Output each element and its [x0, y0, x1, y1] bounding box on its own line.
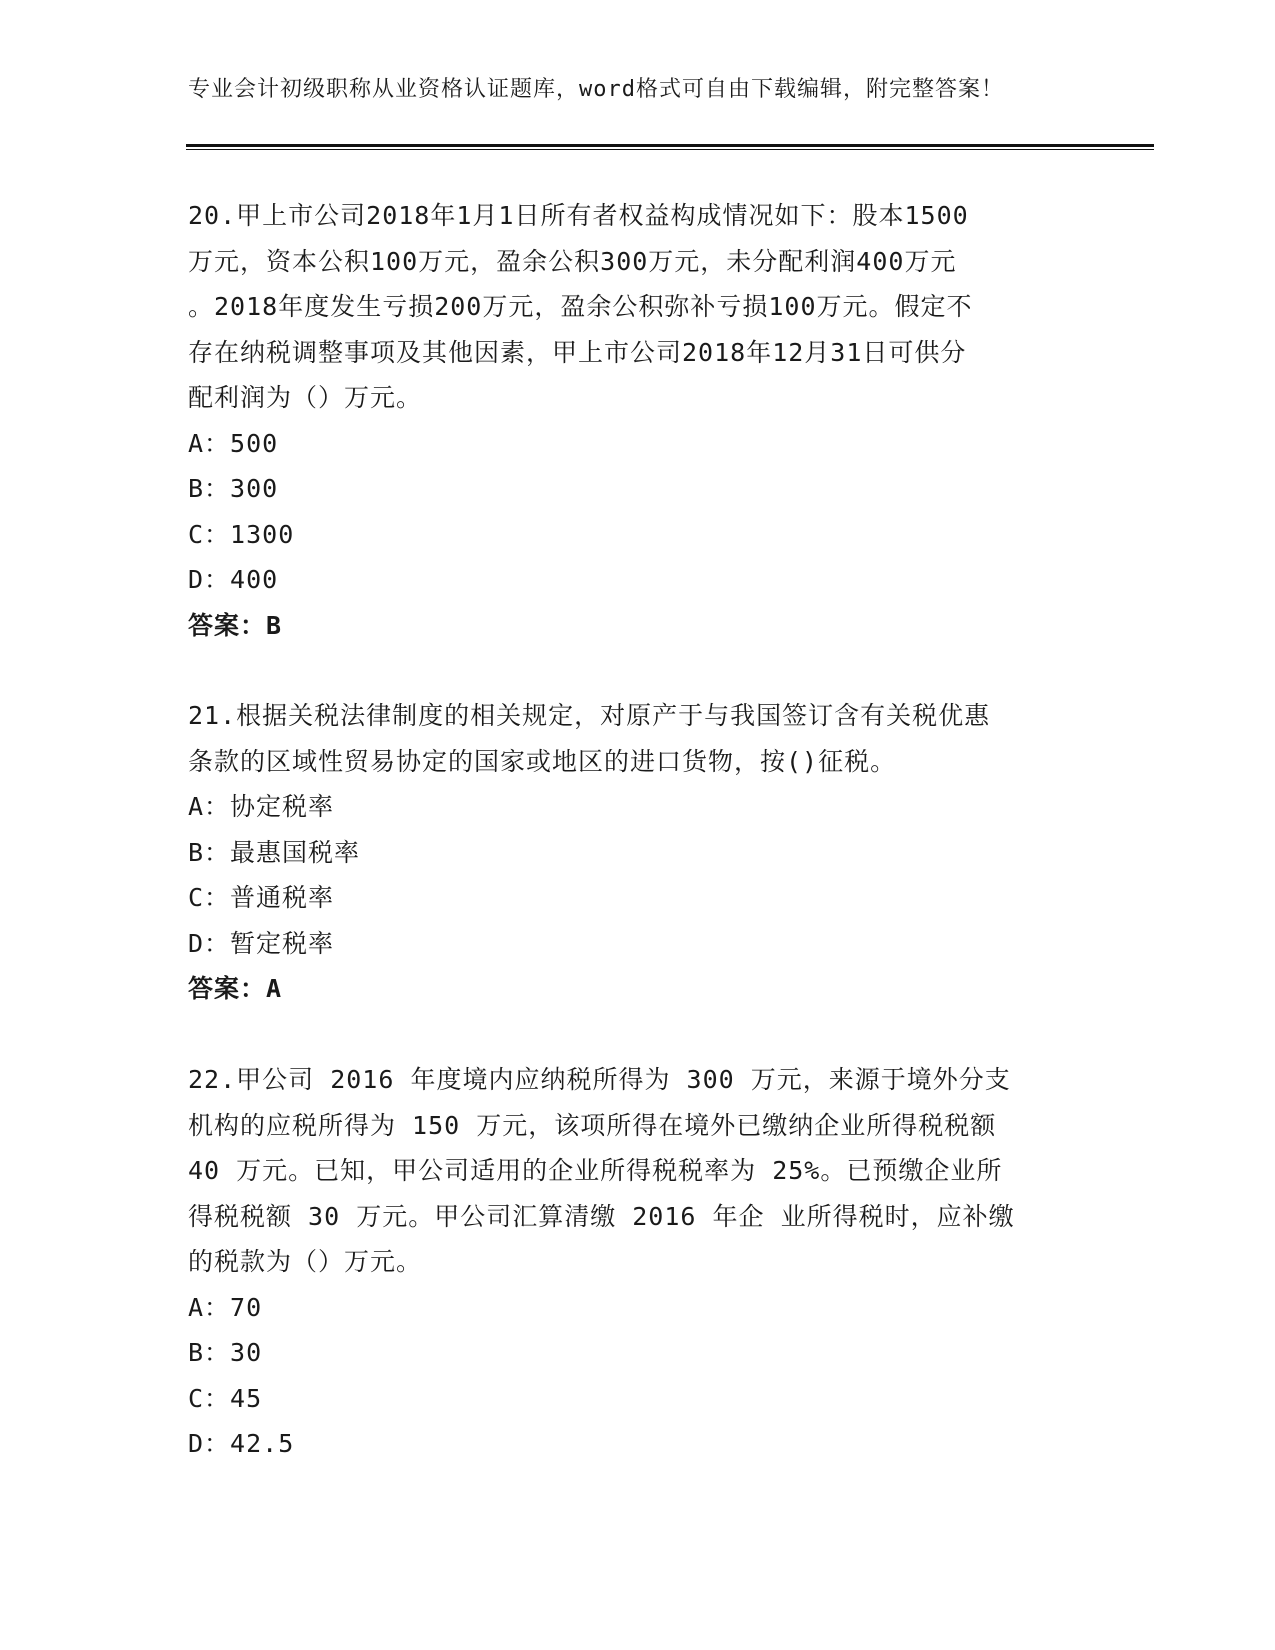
option-a: A：协定税率 — [188, 792, 335, 821]
stem-line: 21.根据关税法律制度的相关规定，对原产于与我国签订含有关税优惠 — [188, 701, 991, 730]
answer-label: 答案：B — [188, 610, 283, 640]
answer-label: 答案：A — [188, 974, 283, 1003]
stem-line: 40 万元。已知，甲公司适用的企业所得税税率为 25%。已预缴企业所 — [188, 1156, 1003, 1185]
option-b: B：30 — [188, 1338, 263, 1367]
question-22 — [188, 1057, 1088, 1467]
option-d: D：暂定税率 — [188, 928, 335, 958]
stem-line: 机构的应税所得为 150 万元，该项所得在境外已缴纳企业所得税税额 — [188, 1110, 997, 1140]
stem-line: 配利润为（）万元。 — [188, 383, 423, 412]
stem-line: 22.甲公司 2016 年度境内应纳税所得为 300 万元，来源于境外分支 — [188, 1065, 1011, 1094]
stem-line: 存在纳税调整事项及其他因素，甲上市公司2018年12月31日可供分 — [188, 337, 967, 367]
question-stem — [188, 1057, 1088, 1285]
stem-line: 。2018年度发生亏损200万元，盈余公积弥补亏损100万元。假定不 — [188, 292, 973, 321]
header-divider-thin — [186, 149, 1154, 150]
header-divider-thick — [186, 144, 1154, 147]
page-header: 专业会计初级职称从业资格认证题库，word格式可自由下载编辑，附完整答案！ — [188, 77, 1004, 102]
question-21 — [188, 693, 1088, 1012]
option-c: C：1300 — [188, 519, 295, 549]
stem-line: 条款的区域性贸易协定的国家或地区的进口货物，按()征税。 — [188, 746, 897, 776]
option-d: D：400 — [188, 565, 279, 594]
stem-line: 20.甲上市公司2018年1月1日所有者权益构成情况如下：股本1500 — [188, 201, 969, 230]
option-a: A：70 — [188, 1292, 263, 1322]
option-b: B：最惠国税率 — [188, 837, 361, 867]
option-c: C：45 — [188, 1383, 263, 1413]
option-a: A：500 — [188, 428, 279, 458]
stem-line: 万元，资本公积100万元，盈余公积300万元，未分配利润400万元 — [188, 246, 957, 276]
stem-line: 得税税额 30 万元。甲公司汇算清缴 2016 年企 业所得税时，应补缴 — [188, 1201, 1015, 1231]
question-stem — [188, 193, 1088, 421]
question-20 — [188, 193, 1088, 648]
option-b: B：300 — [188, 474, 279, 503]
option-d: D：42.5 — [188, 1429, 295, 1458]
option-c: C：普通税率 — [188, 883, 335, 912]
question-stem — [188, 693, 1088, 784]
stem-line: 的税款为（）万元。 — [188, 1247, 423, 1276]
